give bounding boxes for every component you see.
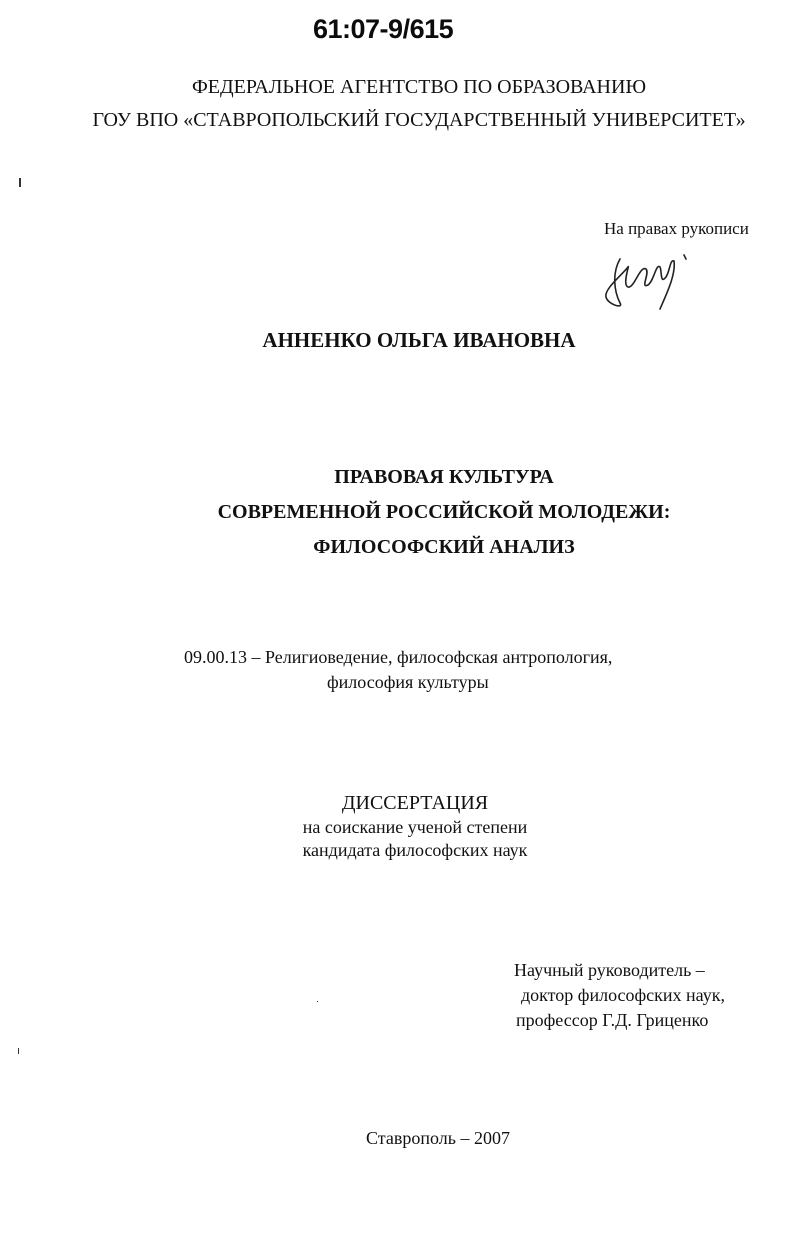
catalog-code: 61:07-9/615 xyxy=(313,14,454,44)
specialty-line-2: философия культуры xyxy=(327,672,489,692)
thesis-title-line-1: ПРАВОВАЯ КУЛЬТУРА xyxy=(334,466,554,488)
supervisor-line-2: доктор философских наук, xyxy=(521,985,725,1005)
university-name: ГОУ ВПО «СТАВРОПОЛЬСКИЙ ГОСУДАРСТВЕННЫЙ УНИВЕРСИТЕТ» xyxy=(92,109,746,131)
supervisor-line-3: профессор Г.Д. Гриценко xyxy=(516,1010,709,1030)
place-year: Ставрополь – 2007 xyxy=(366,1128,510,1148)
specialty-line-1: 09.00.13 – Религиоведение, философская антропология, xyxy=(184,647,613,667)
dissertation-label: ДИССЕРТАЦИЯ xyxy=(341,792,489,814)
supervisor-line-1: Научный руководитель – xyxy=(514,960,705,980)
scan-speck xyxy=(19,178,21,187)
degree-line-1: на соискание ученой степени xyxy=(302,817,528,837)
thesis-title-line-2: СОВРЕМЕННОЙ РОССИЙСКОЙ МОЛОДЕЖИ: xyxy=(217,501,671,523)
scan-speck xyxy=(18,1048,19,1054)
signature-icon xyxy=(600,245,710,315)
manuscript-note: На правах рукописи xyxy=(604,219,749,238)
thesis-title-line-3: ФИЛОСОФСКИЙ АНАЛИЗ xyxy=(313,536,575,558)
degree-line-2: кандидата философских наук xyxy=(302,840,528,860)
scan-speck xyxy=(317,1001,318,1002)
author-name: АННЕНКО ОЛЬГА ИВАНОВНА xyxy=(262,328,576,352)
agency-name: ФЕДЕРАЛЬНОЕ АГЕНТСТВО ПО ОБРАЗОВАНИЮ xyxy=(191,76,646,98)
